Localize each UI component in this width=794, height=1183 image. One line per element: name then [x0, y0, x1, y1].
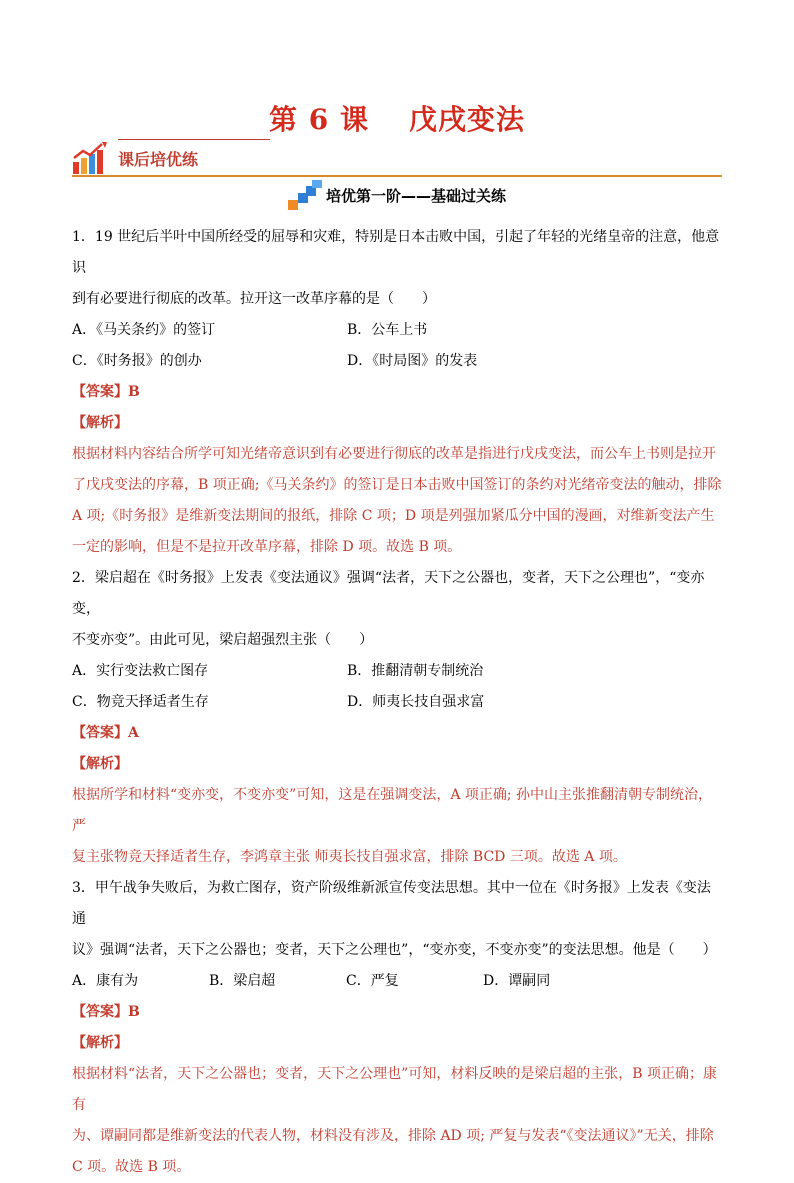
question-3	[72, 873, 722, 1183]
analysis-text: 根据所学和材料“变亦变，不变亦变”可知，这是在强调变法，A 项正确; 孙中山主张推翻清朝专制统治，严	[72, 787, 713, 834]
options-row	[72, 346, 722, 377]
header-divider	[72, 175, 722, 177]
question-stem: 到有必要进行彻底的改革。拉开这一改革序幕的是（ ）	[72, 291, 436, 307]
analysis-text: 根据材料“法者，天下之公器也；变者，天下之公理也”可知，材料反映的是梁启超的主张，B 项正确；康有	[72, 1066, 718, 1113]
option-c: C．《时务报》的创办	[72, 353, 202, 369]
analysis-text: 一定的影响，但是不是拉开改革序幕，排除 D 项。故选 B 项。	[72, 539, 462, 555]
section-header	[72, 138, 722, 176]
option-d: D．谭嗣同	[483, 973, 551, 989]
answer-label: 【答案】A	[72, 725, 139, 741]
analysis-text: 根据材料内容结合所学可知光绪帝意识到有必要进行彻底的改革是指进行戊戌变法，而公车上书则是拉开	[72, 446, 716, 462]
option-a: A．实行变法救亡图存	[72, 663, 209, 679]
lesson-number: 第 6 课	[269, 103, 369, 136]
option-c: C．物竞天择适者生存	[72, 694, 209, 710]
analysis-text: 了戊戌变法的序幕，B 项正确;《马关条约》的签订是日本击败中国签订的条约对光绪帝变法的触动，排除	[72, 477, 722, 493]
question-stem: 1．19 世纪后半叶中国所经受的屈辱和灾难，特别是日本击败中国，引起了年轻的光绪皇帝的注意，他意识	[72, 229, 720, 276]
option-b: B．推翻清朝专制统治	[347, 663, 484, 679]
option-a: A．《马关条约》的签订	[72, 322, 216, 338]
growth-chart-icon	[72, 142, 108, 174]
question-list	[72, 222, 722, 1183]
options-row	[72, 687, 722, 718]
lesson-name: 戊戌变法	[408, 103, 525, 136]
question-2	[72, 563, 722, 873]
answer-label: 【答案】B	[72, 1004, 140, 1020]
option-a: A．康有为	[72, 973, 139, 989]
stairs-icon	[288, 180, 322, 210]
option-d: D．《时局图》的发表	[347, 353, 478, 369]
stage-title: 培优第一阶——基础过关练	[325, 186, 506, 205]
question-1	[72, 222, 722, 563]
options-row	[72, 315, 722, 346]
option-d: D．师夷长技自强求富	[347, 694, 485, 710]
option-b: B．公车上书	[347, 322, 428, 338]
section-label: 课后培优练	[118, 150, 199, 169]
option-b: B．梁启超	[209, 973, 276, 989]
answer-label: 【答案】B	[72, 384, 140, 400]
header-top-line	[118, 139, 270, 140]
lesson-title	[0, 98, 794, 138]
analysis-label: 【解析】	[72, 756, 128, 772]
analysis-text: 为、谭嗣同都是维新变法的代表人物，材料没有涉及，排除 AD 项; 严复与发表“《变法通议》”无关，排除	[72, 1128, 714, 1144]
analysis-text: 复主张物竞天择适者生存，李鸿章主张 师夷长技自强求富，排除 BCD 三项。故选 A 项。	[72, 849, 627, 865]
analysis-label: 【解析】	[72, 1035, 128, 1051]
question-stem: 不变亦变”。由此可见，梁启超强烈主张（ ）	[72, 632, 374, 648]
analysis-text: A 项;《时务报》是维新变法期间的报纸，排除 C 项；D 项是列强加紧瓜分中国的漫画，对维新变法产生	[72, 508, 715, 524]
question-stem: 议》强调“法者，天下之公器也；变者，天下之公理也”，“变亦变，不变亦变”的变法思想。他是（ ）	[72, 942, 717, 958]
question-stem: 2．梁启超在《时务报》上发表《变法通议》强调“法者，天下之公器也，变者，天下之公理也”，“变亦变，	[72, 570, 705, 617]
option-c: C．严复	[346, 973, 399, 989]
stage-heading	[0, 180, 794, 216]
options-row	[72, 656, 722, 687]
analysis-text: C 项。故选 B 项。	[72, 1159, 191, 1175]
question-stem: 3．甲午战争失败后，为救亡图存，资产阶级维新派宣传变法思想。其中一位在《时务报》上发表《变法通	[72, 880, 711, 927]
analysis-label: 【解析】	[72, 415, 128, 431]
options-row	[72, 966, 722, 997]
